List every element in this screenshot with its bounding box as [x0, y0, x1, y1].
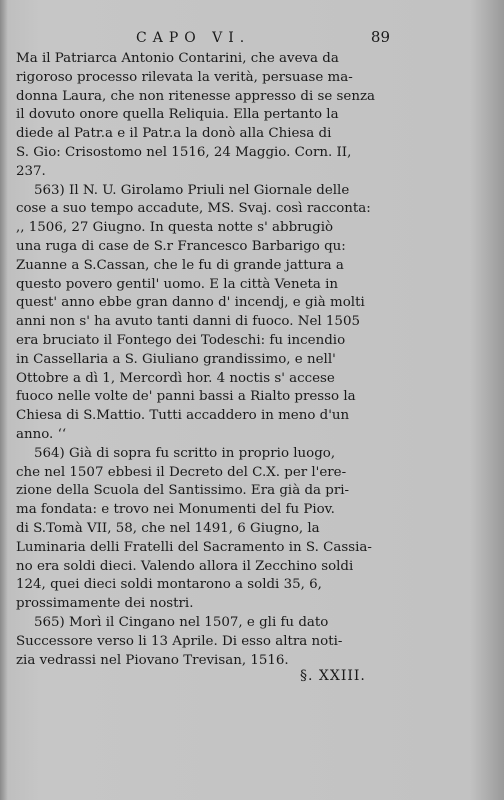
paragraph-563 [16, 182, 388, 445]
text-line: 237. [16, 163, 46, 179]
text-line: una ruga di case de S.r Francesco Barbarigo qu: [16, 238, 346, 254]
text-line: il dovuto onore quella Reliquia. Ella pertanto la [16, 107, 339, 123]
running-header [16, 28, 388, 50]
text-line: 564) Già di sopra fu scritto in proprio luogo, [34, 445, 336, 461]
text-line: zione della Scuola del Santissimo. Era già da pri- [16, 483, 350, 499]
page-text [16, 28, 388, 670]
paragraph-564 [16, 445, 388, 614]
text-line: zia vedrassi nel Piovano Trevisan, 1516. [16, 652, 289, 668]
text-line: 563) Il N. U. Girolamo Priuli nel Giornale delle [34, 182, 350, 198]
text-line: che nel 1507 ebbesi il Decreto del C.X. per l'ere- [16, 464, 347, 480]
section-mark: §. XXIII. [300, 668, 366, 684]
text-line: quest' anno ebbe gran danno d' incendj, e già molti [16, 295, 365, 311]
text-line: Chiesa di S.Mattio. Tutti accaddero in meno d'un [16, 408, 350, 424]
text-line: rigoroso processo rilevata la verità, persuase ma- [16, 69, 353, 85]
text-line: Luminaria delli Fratelli del Sacramento in S. Cassia- [16, 539, 372, 555]
text-line: Ottobre a dì 1, Mercordì hor. 4 noctis s' accese [16, 370, 335, 386]
chapter-heading: CAPO VI. [136, 30, 251, 46]
text-line: di S.Tomà VII, 58, che nel 1491, 6 Giugno, la [16, 520, 320, 536]
text-line: 124, quei dieci soldi montarono a soldi 35, 6, [16, 577, 322, 593]
text-line: S. Gio: Crisostomo nel 1516, 24 Maggio. Corn. II, [16, 144, 352, 160]
text-line: anno. ‘‘ [16, 426, 67, 442]
text-line: prossimamente dei nostri. [16, 596, 194, 612]
text-line: Ma il Patriarca Antonio Contarini, che aveva da [16, 51, 339, 66]
text-line: era bruciato il Fontego dei Todeschi: fu incendio [16, 332, 346, 348]
text-line: fuoco nelle volte de' panni bassi a Rialto presso la [16, 389, 356, 405]
text-line: Zuanne a S.Cassan, che le fu di grande jattura a [16, 257, 344, 273]
text-line: in Cassellaria a S. Giuliano grandissimo, e nell' [16, 351, 336, 367]
text-line: diede al Patr.a e il Patr.a la donò alla Chiesa di [16, 126, 332, 142]
text-line: questo povero gentil' uomo. E la città Veneta in [16, 276, 339, 292]
page-number: 89 [370, 28, 390, 46]
paragraph-562-continuation [16, 50, 388, 182]
text-line: ma fondata: e trovo nei Monumenti del fu Piov. [16, 502, 335, 518]
gutter-shadow [0, 0, 8, 800]
text-line: Successore verso li 13 Aprile. Di esso altra noti- [16, 633, 343, 649]
text-line: no era soldi dieci. Valendo allora il Zecchino soldi [16, 558, 354, 574]
text-line: 565) Morì il Cingano nel 1507, e gli fu dato [34, 614, 329, 630]
paragraph-565 [16, 614, 388, 670]
text-line: cose a suo tempo accadute, MS. Svaj. così racconta: [16, 201, 371, 217]
text-line: ,, 1506, 27 Giugno. In questa notte s' abbrugiò [16, 220, 334, 236]
text-line: donna Laura, che non ritenesse appresso di se senza [16, 88, 375, 104]
text-line: anni non s' ha avuto tanti danni di fuoco. Nel 1505 [16, 314, 360, 330]
